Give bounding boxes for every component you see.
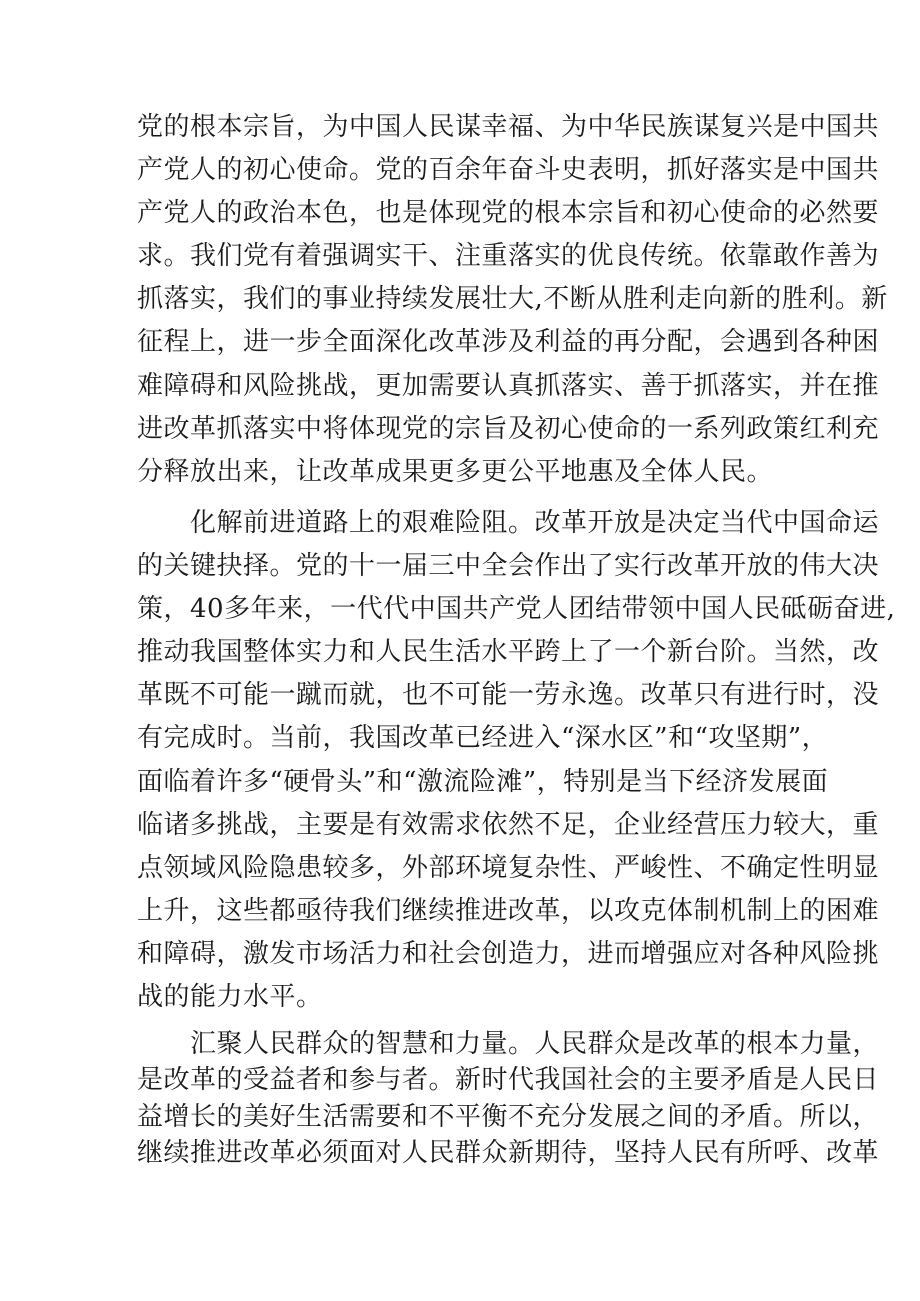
text-line: 临诸多挑战，主要是有效需求依然不足，企业经营压力较大，重 [137, 809, 880, 840]
text-line: 征程上，进一步全面深化改革涉及利益的再分配，会遇到各种困 [137, 327, 880, 358]
text-line: 益增长的美好生活需要和不平衡不充分发展之间的矛盾。所以， [137, 1101, 880, 1132]
paragraph-resolve-difficulties [137, 502, 896, 1019]
text-line: 分释放出来，让改革成果更多更公平地惠及全体人民。 [137, 456, 774, 487]
text-line: 进改革抓落实中将体现党的宗旨及初心使命的一系列政策红利充 [137, 413, 880, 444]
paragraph-party-mission [137, 106, 888, 494]
text-line: 是改革的受益者和参与者。新时代我国社会的主要矛盾是人民日 [137, 1065, 880, 1096]
text-line: 点领域风险隐患较多，外部环境复杂性、严峻性、不确定性明显 [137, 852, 880, 883]
text-line: 难障碍和风险挑战，更加需要认真抓落实、善于抓落实，并在推 [137, 370, 880, 401]
text-line: 有完成时。当前，我国改革已经进入“深水区”和“攻坚期”， [137, 723, 829, 754]
text-line: 的关键抉择。党的十一届三中全会作出了实行改革开放的伟大决 [137, 551, 880, 582]
text-line: 产党人的初心使命。党的百余年奋斗史表明，抓好落实是中国共 [137, 155, 880, 186]
text-line: 上升，这些都亟待我们继续推进改革，以攻克体制机制上的困难 [137, 895, 880, 926]
text-line: 求。我们党有着强调实干、注重落实的优良传统。依靠敢作善为 [137, 241, 880, 272]
text-line: 继续推进改革必须面对人民群众新期待，坚持人民有所呼、改革 [137, 1138, 880, 1169]
text-line: 策，40多年来，一代代中国共产党人团结带领中国人民砥砺奋进, [137, 594, 896, 625]
text-line: 推动我国整体实力和人民生活水平跨上了一个新台阶。当然，改 [137, 637, 880, 668]
text-line: 革既不可能一蹴而就，也不可能一劳永逸。改革只有进行时，没 [137, 680, 880, 711]
text-line: 汇聚人民群众的智慧和力量。人民群众是改革的根本力量， [137, 1029, 880, 1059]
text-line: 产党人的政治本色，也是体现党的根本宗旨和初心使命的必然要 [137, 198, 880, 229]
text-line: 和障碍，激发市场活力和社会创造力，进而增强应对各种风险挑 [137, 938, 880, 969]
text-line: 党的根本宗旨，为中国人民谋幸福、为中华民族谋复兴是中国共 [137, 112, 880, 142]
text-line: 化解前进道路上的艰难险阻。改革开放是决定当代中国命运 [137, 508, 880, 538]
text-line: 面临着许多“硬骨头”和“激流险滩”，特别是当下经济发展面 [137, 766, 829, 797]
text-line: 抓落实，我们的事业持续发展壮大,不断从胜利走向新的胜利。新 [137, 284, 888, 315]
text-line: 战的能力水平。 [137, 982, 323, 1013]
paragraph-people-wisdom [137, 1026, 880, 1172]
